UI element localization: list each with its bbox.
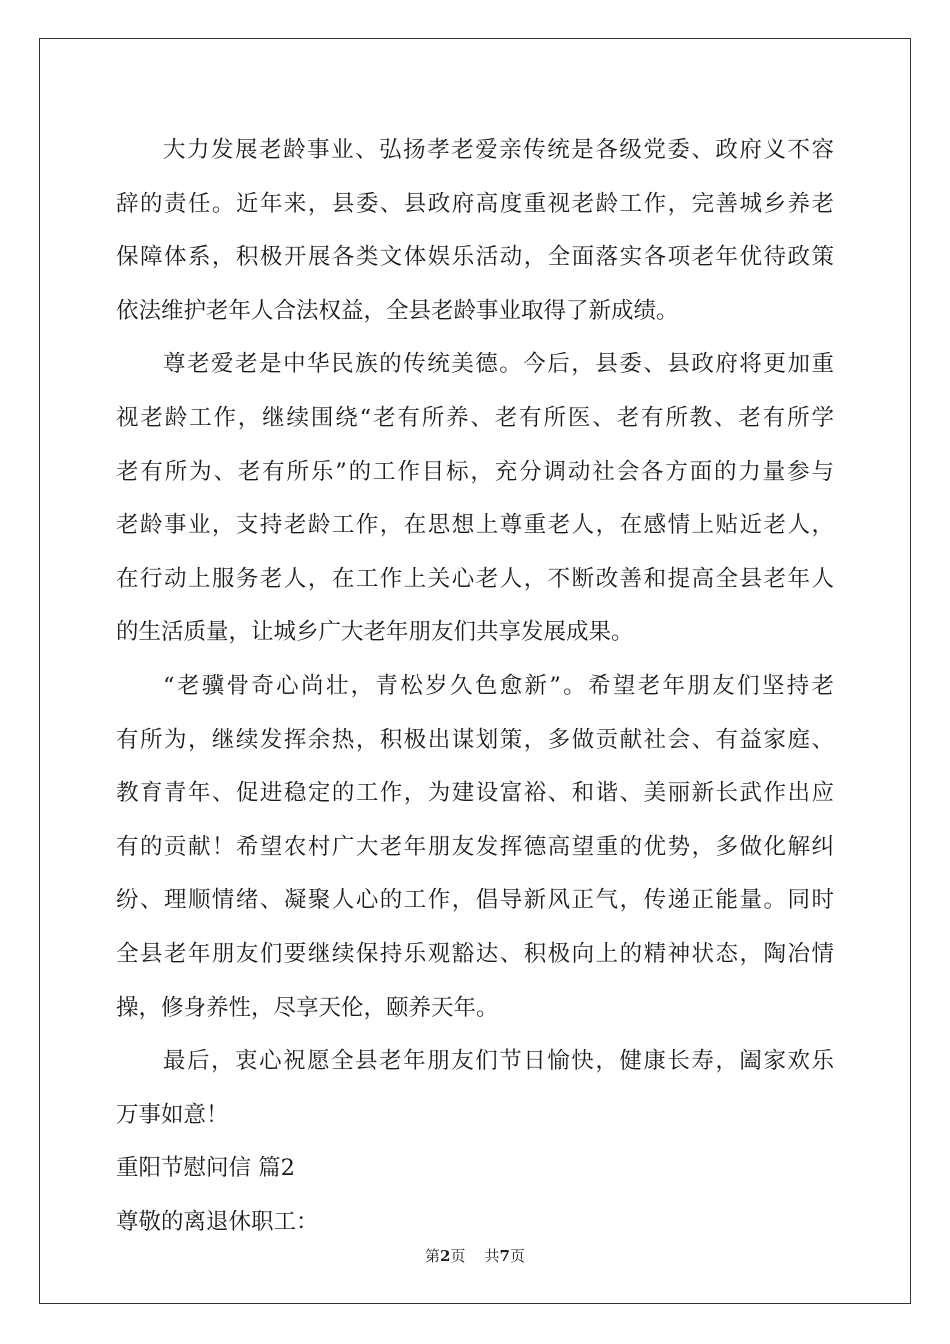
text-line: 保障体系，积极开展各类文体娱乐活动，全面落实各项老年优待政策 bbox=[116, 244, 834, 271]
text-line: 操，修身养性，尽享天伦，颐养天年。 bbox=[116, 994, 499, 1021]
paragraph-1 bbox=[116, 124, 834, 338]
text-line: 万事如意！ bbox=[116, 1101, 229, 1128]
text-line: 视老龄工作，继续围绕“老有所养、老有所医、老有所教、老有所学 bbox=[116, 404, 834, 431]
text-line: 在行动上服务老人，在工作上关心老人，不断改善和提高全县老年人 bbox=[116, 565, 834, 592]
text-line: 的生活质量，让城乡广大老年朋友们共享发展成果。 bbox=[116, 619, 634, 646]
text-line: 尊老爱老是中华民族的传统美德。今后，县委、县政府将更加重 bbox=[163, 351, 834, 378]
section-heading: 重阳节慰问信 篇2 bbox=[116, 1155, 295, 1182]
total-pages-number: 7 bbox=[499, 1247, 510, 1265]
text-line: 老龄事业，支持老龄工作，在思想上尊重老人，在感情上贴近老人， bbox=[116, 512, 834, 539]
footer-page-unit: 页 bbox=[450, 1247, 466, 1265]
paragraph-2 bbox=[116, 338, 834, 660]
paragraph-3 bbox=[116, 660, 834, 1035]
text-line: 大力发展老龄事业、弘扬孝老爱亲传统是各级党委、政府义不容 bbox=[163, 137, 834, 163]
current-page-number: 2 bbox=[440, 1247, 451, 1265]
text-line: 辞的责任。近年来，县委、县政府高度重视老龄工作，完善城乡养老 bbox=[116, 190, 834, 217]
footer-prefix: 第 bbox=[424, 1247, 440, 1265]
text-line: 纷、理顺情绪、凝聚人心的工作，倡导新风正气，传递正能量。同时 bbox=[116, 887, 834, 914]
text-line: 全县老年朋友们要继续保持乐观豁达、积极向上的精神状态，陶冶情 bbox=[116, 940, 834, 967]
text-line: 最后，衷心祝愿全县老年朋友们节日愉快，健康长寿，阖家欢乐 bbox=[163, 1048, 834, 1075]
text-line: 教育青年、促进稳定的工作，为建设富裕、和谐、美丽新长武作出应 bbox=[116, 780, 834, 807]
paragraph-4 bbox=[116, 1035, 834, 1142]
text-line: 依法维护老年人合法权益，全县老龄事业取得了新成绩。 bbox=[116, 297, 679, 324]
footer-total-unit: 页 bbox=[509, 1247, 525, 1265]
text-line: 有的贡献！希望农村广大老年朋友发挥德高望重的优势，多做化解纠 bbox=[116, 833, 834, 860]
page-number-footer bbox=[0, 1245, 950, 1266]
document-body bbox=[116, 124, 834, 1249]
text-line: “老骥骨奇心尚壮，青松岁久色愈新”。希望老年朋友们坚持老 bbox=[163, 672, 834, 699]
text-line: 有所为，继续发挥余热，积极出谋划策，多做贡献社会、有益家庭、 bbox=[116, 726, 834, 753]
footer-total-prefix: 共 bbox=[484, 1247, 500, 1265]
salutation: 尊敬的离退休职工： bbox=[116, 1208, 319, 1235]
text-line: 老有所为、老有所乐”的工作目标，充分调动社会各方面的力量参与 bbox=[116, 458, 834, 485]
